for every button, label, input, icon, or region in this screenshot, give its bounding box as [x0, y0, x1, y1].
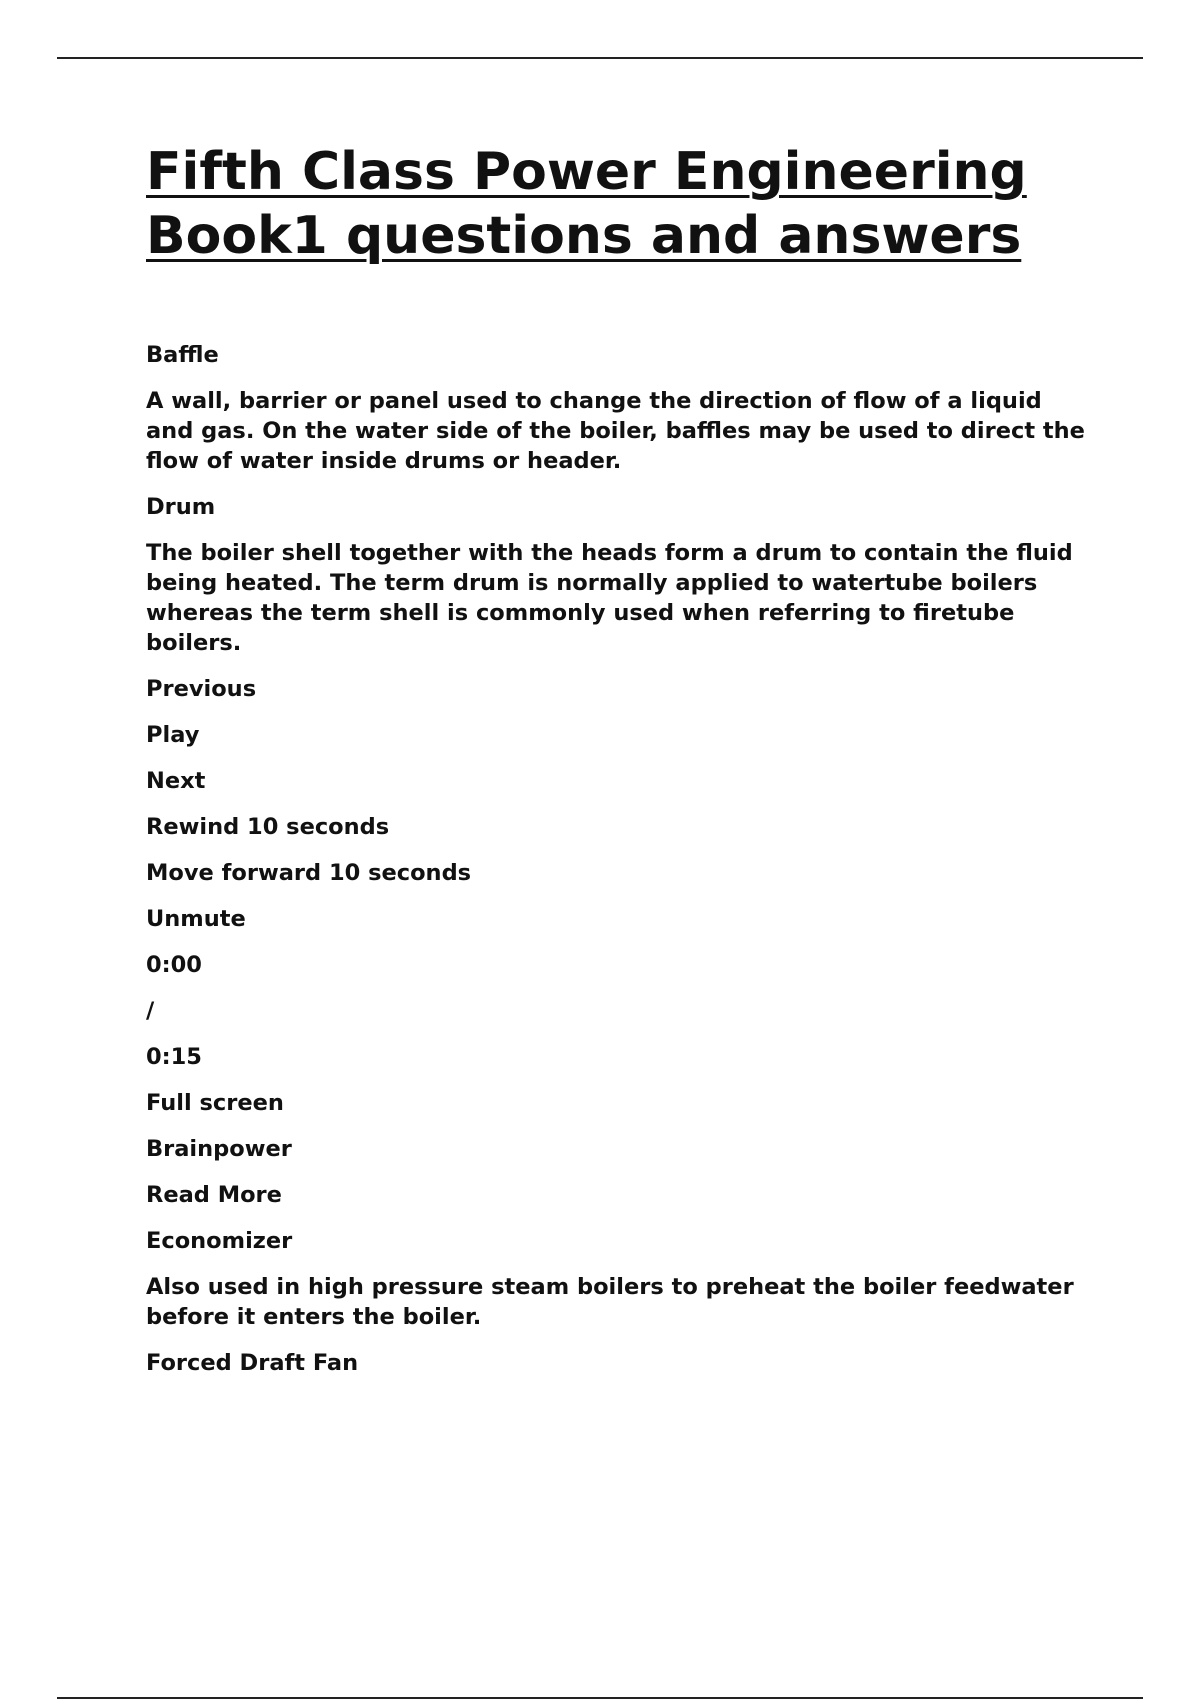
unmute-label: Unmute — [146, 906, 246, 932]
top-rule — [57, 57, 1143, 59]
time-separator: / — [146, 998, 155, 1024]
bottom-rule — [57, 1697, 1143, 1699]
term-forced-draft-fan: Forced Draft Fan — [146, 1350, 359, 1376]
term-economizer: Economizer — [146, 1228, 293, 1254]
read-more-label: Read More — [146, 1182, 282, 1208]
qa-list — [146, 340, 1086, 1378]
definition-baffle: A wall, barrier or panel used to change the direction of flow of a liquid and gas. On the water side of the boiler, baffles may be used to direct the flow of water inside drums or header. — [146, 388, 1085, 474]
definition-economizer: Also used in high pressure steam boilers to preheat the boiler feedwater before it enters the boiler. — [146, 1274, 1074, 1330]
brainpower-label: Brainpower — [146, 1136, 292, 1162]
full-screen-label: Full screen — [146, 1090, 284, 1116]
play-label: Play — [146, 722, 200, 748]
term-drum: Drum — [146, 494, 216, 520]
previous-label: Previous — [146, 676, 257, 702]
page-title: Fifth Class Power Engineering Book1 questions and answers — [146, 142, 1027, 266]
definition-drum: The boiler shell together with the heads form a drum to contain the fluid being heated. The term drum is normally applied to watertube boilers whereas the term shell is commonly used when referring to firetube boilers. — [146, 540, 1073, 656]
rewind-label: Rewind 10 seconds — [146, 814, 390, 840]
term-baffle: Baffle — [146, 342, 219, 368]
forward-label: Move forward 10 seconds — [146, 860, 472, 886]
current-time: 0:00 — [146, 952, 202, 978]
duration: 0:15 — [146, 1044, 202, 1070]
next-label: Next — [146, 768, 206, 794]
document-body — [146, 140, 1086, 1394]
